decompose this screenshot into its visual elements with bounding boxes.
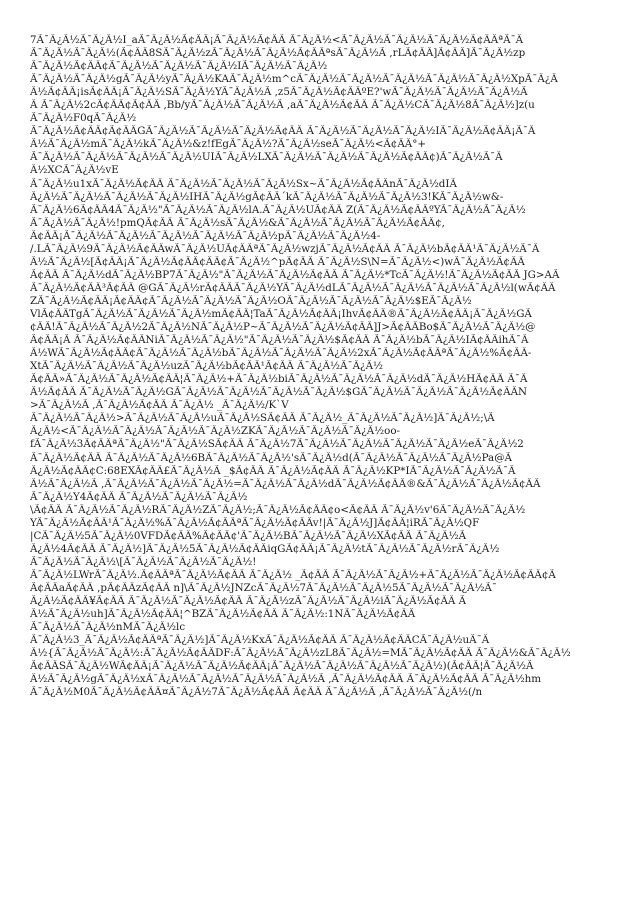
text-line: /.LÃ¯Â¿Â½9Ã¯Â¿Â½Ã¢ÂÂwÃ¯Â¿Â½UÃ¢ÂÂªÃ¯Â¿Â½wzjÃ¯Â¿Â½Ã¢ÂÂ Ã¯Â¿Â½bÃ¢ÂÂ¹Ã¯Â¿Â½Ã¯Â xyxy=(30,242,540,255)
text-line: Â½XCÃ¯Â¿Â½vE xyxy=(30,164,119,177)
text-line: Ã¯Â¿Â½Ã¯Â¿Â½(Ã¢ÂÂ8SÃ¯Â¿Â½zÃ¯Â¿Â½Ã¯Â¿Â½Ã¢ÂÂªsÃ¯Â¿Â½Ã ,rLÃ¢ÂÂ]Ã¢ÂÂ]Ã¯Â¿Â½zp xyxy=(30,47,526,60)
text-line: Ã¯Â¿Â½6Ã¢ÂÂ4Ã¯Â¿Â½"Ã¯Â¿Â½Ã¯Â¿Â½lA.Ã¯Â¿Â½UÃ¢ÂÂ Z(Ã¯Â¿Â½Ã¢ÂÂºYÃ¯Â¿Â½Ã¯Â¿Â½ xyxy=(30,203,526,216)
text-line: Ã¯Â¿Â½u1xÃ¯Â¿Â½Ã¢ÂÂ Ã¯Â¿Â½Ã¯Â¿Â½Ã¯Â¿Â½Sx~Ã¯Â¿Â½Ã¢ÂÂnÃ¯Â¿Â½dIÃ xyxy=(30,177,457,190)
text-line: Â¿Â½Ã¯Â¿Â½Ã¯Â¿Â½Ã¯Â¿Â½IHÃ¯Â¿Â½gÃ¢ÂÂ´kÃ¯Â¿Â½Ã¯Â¿Â½Ã¯Â¿Â½3!KÃ¯Â¿Â½w&- xyxy=(30,190,504,203)
text-line: Ã¢ÂÂ»Ã¯Â¿Â½Ã¯Â¿Â½Ã¢ÂÂ¦Ã¯Â¿Â½+Ã¯Â¿Â½biÃ¯Â¿Â½Ã¯Â¿Â½Ã¯Â¿Â½dÃ¯Â¿Â½HÃ¢ÂÂ Ã¯Â xyxy=(30,373,528,386)
text-line: Ã¯Â¿Â½Ã¯Â¿Â½\[Ã¯Â¿Â½Ã¯Â¿Â½Ã¯Â¿Â½! xyxy=(30,555,257,568)
text-line: Ã¯Â¿Â½Ã¢ÂÂ¢Ã¯Â¿Â½Ã¯Â¿Â½Ã¯Â¿Â½IÃ¯Â¿Â½Ã¯Â¿Â½ xyxy=(30,60,328,73)
text-line: Ã¯Â¿Â½Ã¢ÂÂ Ã¯Â¿Â½Ã¯Â¿Â½6BÃ¯Â¿Â½Ã¯Â¿Â½'sÃ¯Â¿Â½d(Ã¯Â¿Â½Ã¯Â¿Â½Ã¯Â¿Â½Pa@Ã xyxy=(30,451,512,464)
text-line: Ã¯Â¿Â½Ã¯Â¿Â½!pmQÃ¢ÂÂ Ã¯Â¿Â½sÃ¯Â¿Â½&Ã¯Â¿Â½Ã¯Â¿Â½Ã¯Â¿Â½Ã¢ÂÂ¢, xyxy=(30,216,445,229)
text-line: Ã¯Â¿Â½Ã¢ÂÂ¢Ã¢ÂÂGÃ¯Â¿Â½Ã¯Â¿Â½Ã¯Â¿Â½Ã¢ÂÂ Ã¯Â¿Â½Ã¯Â¿Â½Ã¯Â¿Â½IÃ¯Â¿Â½Ã¢ÂÂ¡Ã¯Â xyxy=(30,125,536,138)
text-line: Â½WÃ¯Â¿Â½Ã¢ÂÂ¢Ã¯Â¿Â½Ã¯Â¿Â½bÃ¯Â¿Â½Ã¯Â¿Â½Ã¯Â¿Â½2xÃ¯Â¿Â½Ã¢ÂÂªÃ¯Â¿Â½%Ã¢ÂÂ- xyxy=(30,347,532,360)
text-line: YÃ¯Â¿Â½Ã¢ÂÂ¹Ã¯Â¿Â½%Ã¯Â¿Â½Ã¢ÂÂªÃ¯Â¿Â½Ã¢ÂÂv!|Ã¯Â¿Â½J]Ã¢ÂÂ¦iRÃ¯Â¿Â½QF xyxy=(30,516,480,529)
text-line: Â½Ã¯Â¿Â½gÃ¯Â¿Â½xÃ¯Â¿Â½Ã¯Â¿Â½Ã¯Â¿Â½Ã¯Â¿Â½Ã ,Ã¯Â¿Â½Ã¢ÂÂ Ã¯Â¿Â½Ã¢ÂÂ Ã¯Â¿Â½hm xyxy=(30,673,542,686)
text-line: \Ã¢ÂÂ Ã¯Â¿Â½Ã¯Â¿Â½RÃ¯Â¿Â½ZÃ¯Â¿Â½;Ã¯Â¿Â½Ã¢ÂÂ¢o<Ã¢ÂÂ Ã¯Â¿Â½v'6Ã¯Â¿Â½Ã¯Â¿Â½ xyxy=(30,503,526,516)
text-line: Ã¢ÂÂ Ã¯Â¿Â½dÃ¯Â¿Â½BP7Ã¯Â¿Â½"Ã¯Â¿Â½Ã¯Â¿Â½Ã¢ÂÂ Ã¯Â¿Â½*TcÃ¯Â¿Â½!Ã¯Â¿Â½Ã¢ÂÂ JG>AÃ xyxy=(30,268,560,281)
text-line: ¢ÂÂ!Ã¯Â¿Â½Ã¯Â¿Â½2Ã¯Â¿Â½NÃ¯Â¿Â½P~Ã¯Â¿Â½Ã¯Â¿Â½Ã¢ÂÂ]J>Ã¢ÂÂBo$Ã¯Â¿Â½Ã¯Â¿Â½@ xyxy=(30,321,536,334)
text-line: Ã¯Â¿Â½Ã¢ÂÂ³Ã¢ÂÂ @GÃ¯Â¿Â½rÃ¢ÂÂÃ¯Â¿Â½YÃ¯Â¿Â½dLÃ¯Â¿Â½Ã¯Â¿Â½Ã¯Â¿Â½Ã¯Â¿Â½l(wÃ¢ÂÂ xyxy=(30,281,556,294)
text-line: 7Ã¯Â¿Â½Ã¯Â¿Â½I_aÃ¯Â¿Â½Ã¢ÂÂ¡Ã¯Â¿Â½Ã¢ÂÂ Ã¯Â¿Â½<Ã¯Â¿Â½Ã¯Â¿Â½Ã¯Â¿Â½Ã¢ÂÂªÃ¯Â xyxy=(30,34,524,46)
text-line: >Ã¯Â¿Â½Ã ,Ã¯Â¿Â½Ã¢ÂÂ Ã¯Â¿Â½ _Ã¯Â¿Â½/K`V xyxy=(30,399,289,412)
text-line: Â½{Ã¯Â¿Â½Ã¯Â¿Â½:Ã¯Â¿Â½Ã¢ÂÂDF:Ã¯Â¿Â½Ã¯Â¿Â½zL8Ã¯Â¿Â½=MÃ¯Â¿Â½Ã¢ÂÂ Ã¯Â¿Â½&Ã¯Â¿Â½ xyxy=(30,647,571,660)
text-line: Â½Ã¢ÂÂ Ã¯Â¿Â½Ã¯Â¿Â½GÃ¯Â¿Â½Ã¯Â¿Â½Ã¯Â¿Â½Ã¯Â¿Â½$GÃ¯Â¿Â½Ã¯Â¿Â½Ã¯Â¿Â½Ã¢ÂÂN xyxy=(30,386,528,399)
text-line: Ã¢ÂÂSÃ¯Â¿Â½WÃ¢ÂÂ¡Ã¯Â¿Â½Ã¯Â¿Â½Ã¢ÂÂ¡Ã¯Â¿Â½Ã¯Â¿Â½Ã¯Â¿Â½Ã¯Â¿Â½)(Ã¢ÂÂ¦Ã¯Â¿Â½Ã xyxy=(30,660,534,673)
text-line: ZÃ¯Â¿Â½Ã¢ÂÂ¡Ã¢ÂÂ¢Ã¯Â¿Â½Ã¯Â¿Â½Ã¯Â¿Â½OÃ¯Â¿Â½Ã¯Â¿Â½Ã¯Â¿Â½$EÃ¯Â¿Â½ xyxy=(30,294,472,307)
text-line: Ã¢ÂÂ¡Ã Ã¯Â¿Â½Ã¢ÂÂNiÃ¯Â¿Â½Ã¯Â¿Â½"Ã¯Â¿Â½Ã¯Â¿Â½$Ã¢ÂÂ Ã¯Â¿Â½bÃ¯Â¿Â½IÃ¢ÂÂihÃ¯Â xyxy=(30,334,529,347)
text-line: Ã¯Â¿Â½Ã¯Â¿Â½Ã¯Â¿Â½Ã¯Â¿Â½UIÃ¯Â¿Â½LXÃ¯Â¿Â½Ã¯Â¿Â½Ã¯Â¿Â½Ã¢ÂÂ¢)Ã¯Â¿Â½Ã¯Â xyxy=(30,151,503,164)
text-line: Ã¢ÂÂaÃ¢ÂÂ ,pÃ¢ÂÂzÃ¢ÂÂ n]\Ã¯Â¿Â½JNZcÃ¯Â¿Â½7Ã¯Â¿Â½Ã¯Â¿Â½5Ã¯Â¿Â½Ã¯Â¿Â½Ã¯ xyxy=(30,581,498,594)
text-line: Â¿Â½Ã¢ÂÂ¢C:68EXÃ¢ÂÂ£Ã¯Â¿Â½Ã _$Ã¢ÂÂ Ã¯Â¿Â½Ã¢ÂÂ Ã¯Â¿Â½KP*IÃ¯Â¿Â½Ã¯Â¿Â½Ã¯Â xyxy=(30,464,516,477)
text-line: fÃ¯Â¿Â½3Ã¢ÂÂªÃ¯Â¿Â½"Ã¯Â¿Â½SÃ¢ÂÂ Ã¯Â¿Â½7Ã¯Â¿Â½Ã¯Â¿Â½Ã¯Â¿Â½Ã¯Â¿Â½eÃ¯Â¿Â½2 xyxy=(30,438,524,451)
text-line: Ã¯Â¿Â½Ã¯Â¿Â½nMÃ¯Â¿Â½lc xyxy=(30,621,186,634)
text-line: XtÃ¯Â¿Â½Ã¯Â¿Â½Ã¯Â¿Â½uzÃ¯Â¿Â½bÃ¢ÂÂ¹Ã¢ÂÂ Ã¯Â¿Â½Ã¯Â¿Â½ xyxy=(30,360,383,373)
text-line: Ã¯Â¿Â½LWrÃ¯Â¿Â½.Ã¢ÂÂªÃ¯Â¿Â½Ã¢ÂÂ Ã¯Â¿Â½ _Ã¢ÂÂ Ã¯Â¿Â½Ã¯Â¿Â½+Ã¯Â¿Â½Ã¯Â¿Â½Ã¢ÂÂ¢Ã xyxy=(30,568,556,581)
text-line: Â½Ã¯Â¿Â½[Ã¢ÂÂ¡Ã¯Â¿Â½Ã¢ÂÂ¢ÂÂ¢Ã¯Â¿Â½^pÃ¢ÂÂ Ã¯Â¿Â½S\N=Ã¯Â¿Â½<)wÃ¯Â¿Â½Ã¢ÂÂ xyxy=(30,255,525,268)
document-body xyxy=(30,34,608,699)
text-line: Â¿Â½Ã¢ÂÂ¥Ã¢ÂÂ Ã¯Â¿Â½Ã¯Â¿Â½Ã¢ÂÂ Ã¯Â¿Â½zÃ¯Â¿Â½Ã¯Â¿Â½iÃ¯Â¿Â½Ã¢ÂÂ Ã xyxy=(30,595,467,608)
text-line: Ã¯Â¿Â½F0qÃ¯Â¿Â½ xyxy=(30,112,137,125)
text-line: Â½Ã¯Â¿Â½Ã ,Ã¯Â¿Â½Ã¯Â¿Â½Ã¯Â¿Â½=Ã¯Â¿Â½Ã¯Â¿Â½dÃ¯Â¿Â½Ã¢ÂÂ®&Ã¯Â¿Â½Ã¯Â¿Â½Ã¢ÂÂ xyxy=(30,477,541,490)
text-line: Ã¯Â¿Â½3_Ã¯Â¿Â½Ã¢ÂÂªÃ¯Â¿Â½]Ã¯Â¿Â½KxÃ¯Â¿Â½Ã¢ÂÂ Ã¯Â¿Â½Ã¢ÂÂCÃ¯Â¿Â½uÃ¯Â xyxy=(30,634,490,647)
text-line: Â½Ã¯Â¿Â½uh]Ã¯Â¿Â½Ã¢ÂÂ¦^BZÃ¯Â¿Â½Ã¢ÂÂ Ã¯Â¿Â½:1NÃ¯Â¿Â½Ã¢ÂÂ xyxy=(30,608,416,621)
text-line: Ã¯Â¿Â½Ã¯Â¿Â½gÃ¯Â¿Â½yÃ¯Â¿Â½KAÃ¯Â¿Â½m^cÃ¯Â¿Â½Ã¯Â¿Â½Ã¯Â¿Â½Ã¯Â¿Â½Ã¯Â¿Â½XpÃ¯Â¿Â xyxy=(30,73,558,86)
text-line: Â¿Â½<Ã¯Â¿Â½Ã¯Â¿Â½Ã¯Â¿Â½Ã¯Â¿Â½ZKÃ¯Â¿Â½Ã¯Â¿Â½Ã¯Â¿Â½oo- xyxy=(30,425,401,438)
text-line: |CÃ¯Â¿Â½5Ã¯Â¿Â½0VFDÃ¢ÂÂ%Ã¢ÂÂ¢'Ã¯Â¿Â½BÃ¯Â¿Â½Ã¯Â¿Â½XÃ¢ÂÂ Ã¯Â¿Â½Ã xyxy=(30,529,467,542)
text-line: Â Ã¯Â¿Â½2cÃ¢ÂÂ¢Ã¢ÂÂ ,Bb/yÃ¯Â¿Â½Ã¯Â¿Â½Ã ,aÃ¯Â¿Â½Ã¢ÂÂ Ã¯Â¿Â½CÃ¯Â¿Â½8Ã¯Â¿Â½]z(u xyxy=(30,99,535,112)
text-line: Â½Ã¢ÂÂ¡isÃ¢ÂÂ¡Ã¯Â¿Â½SÃ¯Â¿Â½YÃ¯Â¿Â½Ã ,z5Ã¯Â¿Â½Ã¢ÂÂºE?'wÃ¯Â¿Â½Ã¯Â¿Â½Ã¯Â¿Â½Ã xyxy=(30,86,528,99)
text-line: Ã¯Â¿Â½Ã¯Â¿Â½>Ã¯Â¿Â½Ã¯Â¿Â½uÃ¯Â¿Â½SÃ¢ÂÂ Ã¯Â¿Â½_Ã¯Â¿Â½Ã¯Â¿Â½]Ã¯Â¿Â½;\Ã xyxy=(30,412,495,425)
text-line: Ã¯Â¿Â½Y4Ã¢ÂÂ Ã¯Â¿Â½Ã¯Â¿Â½Ã¯Â¿Â½ xyxy=(30,490,248,503)
text-line: Â½Ã¯Â¿Â½mÃ¯Â¿Â½kÃ¯Â¿Â½&z!fEgÃ¯Â¿Â½?Ã¯Â¿Â½seÃ¯Â¿Â½<Ã¢ÂÂ°+ xyxy=(30,138,426,151)
text-line: Â¿Â½4Ã¢ÂÂ Ã¯Â¿Â½]Ã¯Â¿Â½5Ã¯Â¿Â½Ã¢ÂÂiqGÃ¢ÂÂ¡Ã¯Â¿Â½tÃ¯Â¿Â½Ã¯Â¿Â½rÃ¯Â¿Â½ xyxy=(30,542,500,555)
text-line: VlÃ¢ÂÂTgÃ¯Â¿Â½Ã¯Â¿Â½Ã¯Â¿Â½mÃ¢ÂÂ¦TaÃ¯Â¿Â½Ã¢ÂÂ¡IhvÃ¢ÂÂ®Ã¯Â¿Â½Ã¢ÂÂ¡Ã¯Â¿Â½GÃ xyxy=(30,307,532,320)
text-line: Ã¯Â¿Â½M0Ã¯Â¿Â½Ã¢ÂÂ¤Ã¯Â¿Â½7Ã¯Â¿Â½Ã¢ÂÂ Ã¢ÂÂ Ã¯Â¿Â½Ã ,Ã¯Â¿Â½Ã¯Â¿Â½(/n xyxy=(30,686,483,699)
text-line: Â¢ÂÂ¡Ã¯Â¿Â½Ã¯Â¿Â½Ã¯Â¿Â½Ã¯Â¿Â½Ã¯Â¿Â½pÃ¯Â¿Â½Ã¯Â¿Â½4- xyxy=(30,229,381,242)
